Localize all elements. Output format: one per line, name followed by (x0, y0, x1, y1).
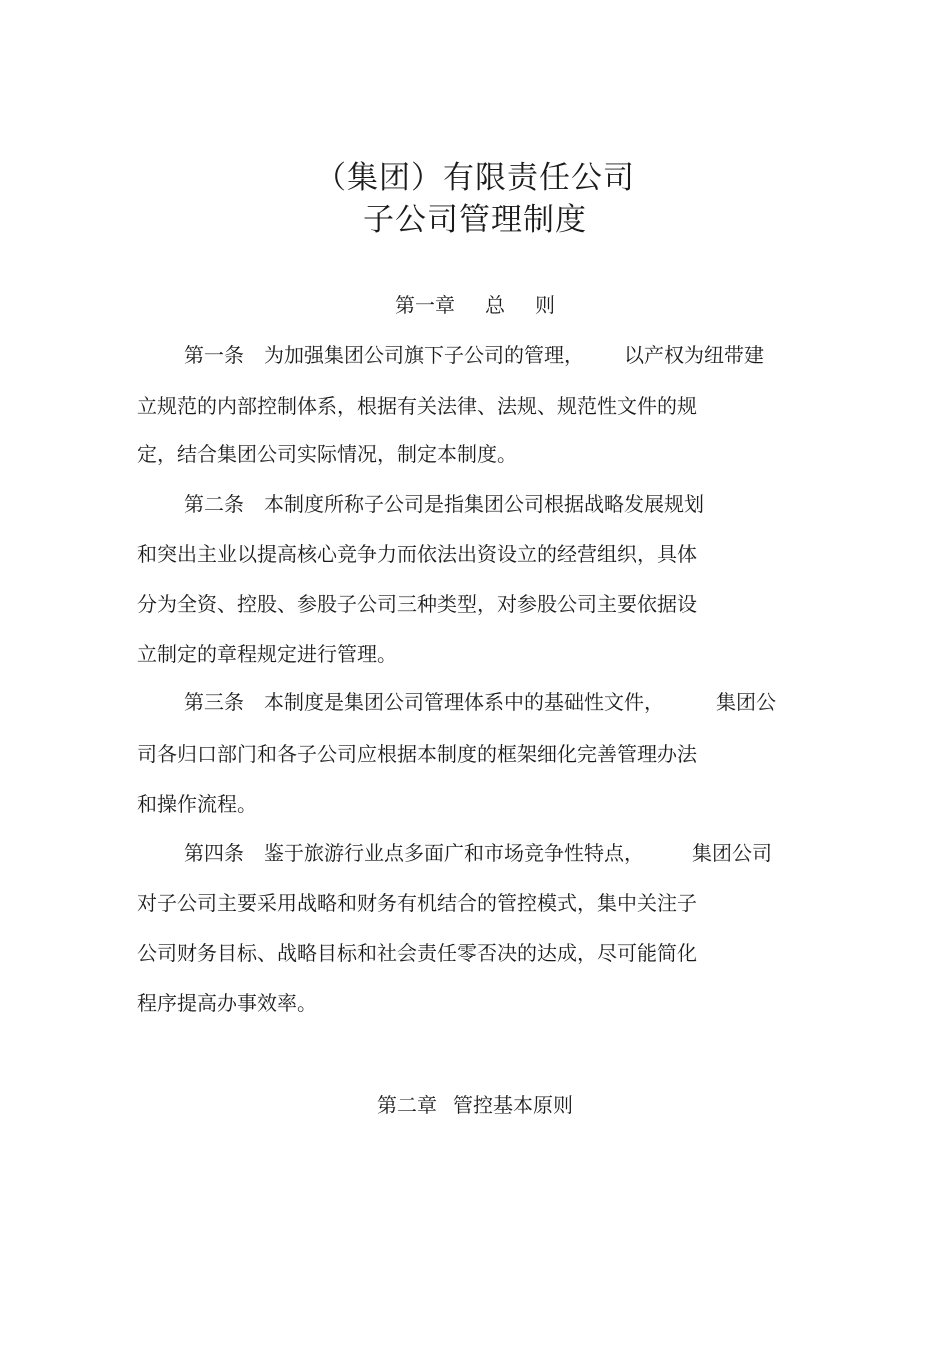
article-4-line-3: 公司财务目标、战略目标和社会责任零否决的达成，尽可能简化 (137, 941, 697, 965)
article-4-line-2: 对子公司主要采用战略和财务有机结合的管控模式，集中关注子 (137, 891, 697, 915)
chapter-2-heading (0, 1093, 950, 1117)
article-3-line-3: 和操作流程。 (137, 792, 257, 816)
article-3-first-line (184, 690, 776, 714)
article-2-line-4: 立制定的章程规定进行管理。 (137, 642, 397, 666)
chapter-1-word-a: 总 (485, 293, 505, 317)
chapter-1-heading (0, 293, 950, 317)
document-title-line1: （集团）有限责任公司 (315, 160, 635, 196)
article-4-line-4: 程序提高办事效率。 (137, 991, 317, 1015)
document-title-line2: 子公司管理制度 (363, 202, 587, 238)
chapter-2-label: 第二章 (377, 1093, 437, 1117)
article-1-text-a: 为加强集团公司旗下子公司的管理， (264, 343, 584, 367)
article-3-text-a: 本制度是集团公司管理体系中的基础性文件， (264, 690, 664, 714)
article-1-line-3: 定，结合集团公司实际情况，制定本制度。 (137, 442, 517, 466)
article-2-line-2: 和突出主业以提高核心竞争力而依法出资设立的经营组织，具体 (137, 542, 697, 566)
article-4-text-b: 集团公司 (692, 841, 772, 865)
article-1-first-line (184, 343, 764, 367)
article-1-label: 第一条 (184, 343, 244, 367)
article-2-label: 第二条 (184, 492, 244, 516)
chapter-1-label: 第一章 (395, 293, 455, 317)
chapter-1-word-b: 则 (535, 293, 555, 317)
article-2-text-a: 本制度所称子公司是指集团公司根据战略发展规划 (264, 492, 704, 516)
article-1-line-2: 立规范的内部控制体系，根据有关法律、法规、规范性文件的规 (137, 394, 697, 418)
article-1-text-b: 以产权为纽带建 (624, 343, 764, 367)
article-3-text-b: 集团公 (716, 690, 776, 714)
article-4-first-line (184, 841, 772, 865)
chapter-2-name: 管控基本原则 (453, 1093, 573, 1117)
article-3-line-2: 司各归口部门和各子公司应根据本制度的框架细化完善管理办法 (137, 742, 697, 766)
article-2-first-line (184, 492, 704, 516)
article-3-label: 第三条 (184, 690, 244, 714)
article-2-line-3: 分为全资、控股、参股子公司三种类型，对参股公司主要依据设 (137, 592, 697, 616)
article-4-label: 第四条 (184, 841, 244, 865)
article-4-text-a: 鉴于旅游行业点多面广和市场竞争性特点， (264, 841, 644, 865)
